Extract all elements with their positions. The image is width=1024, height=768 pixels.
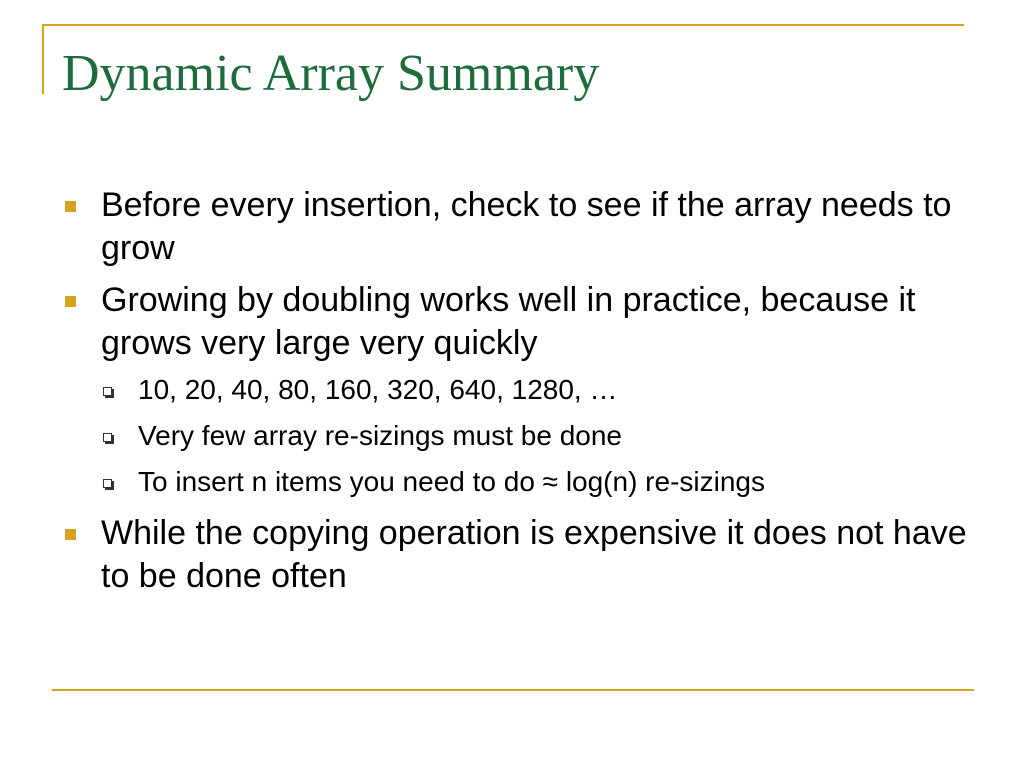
frame-bottom-rule bbox=[52, 689, 974, 691]
sub-bullet-item bbox=[60, 464, 980, 500]
hollow-square-bullet-icon bbox=[103, 433, 112, 442]
bullet-list bbox=[60, 184, 980, 607]
frame-top-rule bbox=[42, 24, 964, 26]
bullet-text: While the copying operation is expensive it does not have to be done often bbox=[101, 514, 967, 595]
square-bullet-icon bbox=[65, 529, 76, 540]
bullet-text: Before every insertion, check to see if the array needs to grow bbox=[101, 186, 952, 267]
square-bullet-icon bbox=[65, 201, 76, 212]
bullet-item bbox=[60, 184, 980, 270]
bullet-item bbox=[60, 279, 980, 365]
bullet-text: Growing by doubling works well in practice, because it grows very large very quickly bbox=[101, 281, 916, 362]
sub-bullet-item bbox=[60, 418, 980, 454]
sub-bullet-text: To insert n items you need to do ≈ log(n) re-sizings bbox=[138, 466, 765, 497]
sub-bullet-list bbox=[60, 372, 980, 500]
frame-left-rule bbox=[42, 24, 44, 94]
hollow-square-bullet-icon bbox=[103, 387, 112, 396]
sub-bullet-text: Very few array re-sizings must be done bbox=[138, 420, 622, 451]
bullet-item bbox=[60, 512, 980, 598]
sub-bullet-item bbox=[60, 372, 980, 408]
slide-title: Dynamic Array Summary bbox=[62, 45, 600, 102]
hollow-square-bullet-icon bbox=[103, 479, 112, 488]
square-bullet-icon bbox=[65, 296, 76, 307]
sub-bullet-text: 10, 20, 40, 80, 160, 320, 640, 1280, … bbox=[138, 374, 618, 405]
